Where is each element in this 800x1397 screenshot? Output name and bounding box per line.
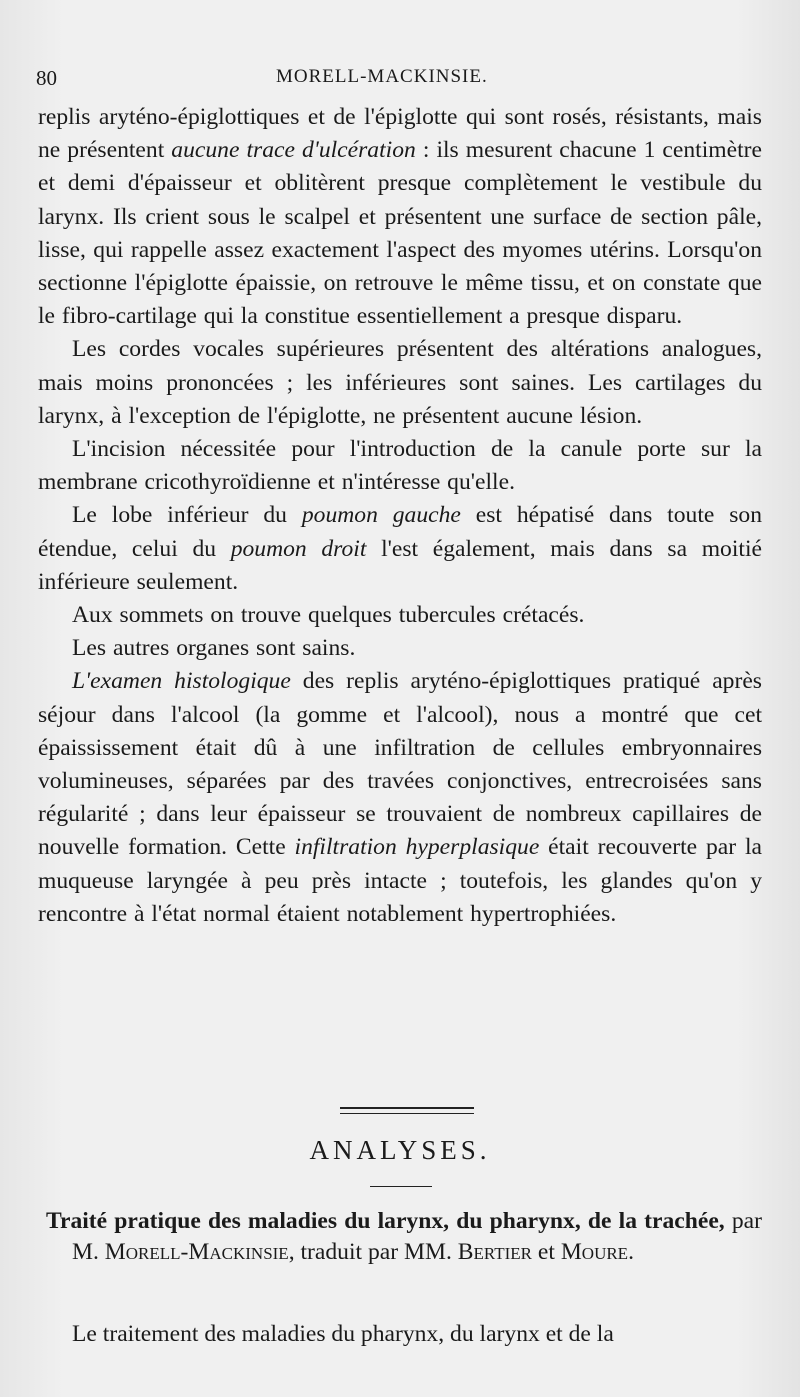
text-run: Le lobe inférieur du: [72, 502, 302, 529]
review-translator: Moure: [560, 1239, 629, 1265]
text-run: , traduit par MM.: [288, 1239, 458, 1265]
paragraph-vocal-cords: Les cordes vocales supérieures présentent des altérations analogues, mais moins prononcées ; les inférieures sont saines. Les cartilages du larynx, à l'exception de l'épiglotte, ne présentent aucune lésion.: [38, 336, 762, 429]
paragraph-histology: [38, 665, 762, 931]
double-rule-divider: [340, 1107, 474, 1114]
italic-run: L'examen histologique: [72, 668, 291, 695]
text-run: est hépatisé dans toute son étendue, celui du: [38, 502, 762, 562]
text-run: des replis aryténo-épiglottiques pratiqué après séjour dans l'alcool (la gomme et l'alcool), nous a montré que cet épaississement était dû à une infiltration de cellules embryonnaires volumineuses, séparées par des travées conjonctives, entrecroisées sans régularité ; dans leur épaisseur se trouvaient de nombreux capillaires de nouvelle formation. Cette: [38, 668, 762, 861]
rule-divider: [370, 1186, 432, 1187]
paragraph-incision: L'incision nécessitée pour l'introduction de la canule porte sur la membrane cricothyroïdienne et n'intéresse qu'elle.: [38, 436, 762, 496]
text-run: .: [628, 1239, 634, 1265]
text-run: par M.: [72, 1208, 763, 1265]
running-title: MORELL-MACKINSIE.: [276, 66, 488, 87]
italic-run: poumon gauche: [301, 502, 461, 529]
text-run: replis aryténo-épiglottiques et de l'épiglotte qui sont rosés, résistants, mais ne présentent: [38, 104, 762, 164]
page-header: [36, 66, 766, 96]
review-translator: Bertier: [457, 1239, 532, 1265]
page-number: 80: [36, 66, 57, 90]
paragraph-lungs: [38, 499, 762, 599]
paragraph-organs: Les autres organes sont sains.: [72, 635, 356, 662]
paragraph-continued: [38, 101, 762, 333]
text-run: était recouverte par la muqueuse laryngée à peu près intacte ; toutefois, les glandes qu'on y rencontre à l'état normal étaient notablement hypertrophiées.: [38, 834, 762, 927]
italic-run: infiltration hyperplasique: [294, 834, 540, 861]
paragraph-summits: Aux sommets on trouve quelques tubercules crétacés.: [72, 602, 585, 629]
section-title: ANALYSES.: [309, 1135, 491, 1165]
text-run: et: [531, 1239, 561, 1265]
text-run: l'est également, mais dans sa moitié inférieure seulement.: [38, 535, 762, 595]
italic-run: aucune trace d'ulcération: [171, 137, 416, 164]
review-author: Morell-Mackinsie: [104, 1239, 289, 1265]
paragraph-review-start: Le traitement des maladies du pharynx, du larynx et de la: [72, 1321, 614, 1347]
review-entry: [46, 1206, 762, 1268]
main-text: [38, 101, 762, 931]
text-run: : ils mesurent chacune 1 centimètre et demi d'épaisseur et oblitèrent presque complètement le vestibule du larynx. Ils crient sous le scalpel et présentent une surface de section pâle, lisse, qui rappelle assez exactement l'aspect des myomes utérins. Lorsqu'on sectionne l'épiglotte épaissie, on retrouve le même tissu, et on constate que le fibro-cartilage qui la constitue essentiellement a presque disparu.: [38, 137, 762, 330]
review-title: Traité pratique des maladies du larynx, du pharynx, de la trachée,: [46, 1208, 725, 1234]
italic-run: poumon droit: [230, 535, 367, 562]
